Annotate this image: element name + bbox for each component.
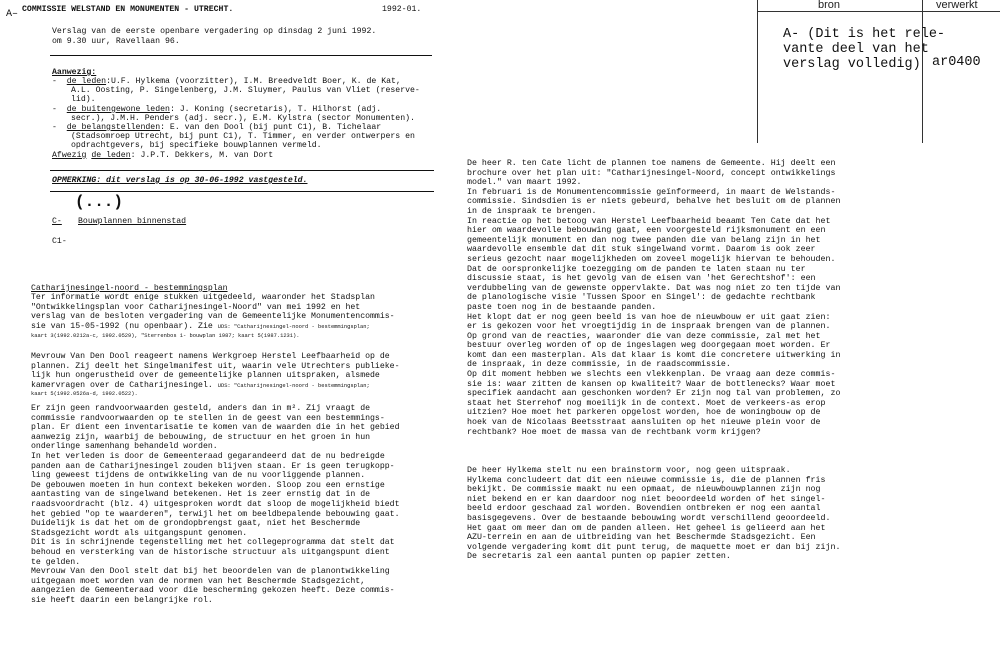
right-p2-line: De heer Hylkema stelt nu een brainstorm voor, nog geen uitspraak. xyxy=(467,466,791,475)
right-p1-line: model." van maart 1992. xyxy=(467,178,582,188)
right-p1-line: uitzien? Hoe moet het parkeren opgelost worden, hoe de woningbouw op de xyxy=(467,408,821,418)
stakeholders-label: de belangstellenden xyxy=(66,123,161,132)
members-line-3: lid). xyxy=(71,95,96,104)
left-p3-line: behoud en versterking van de historische structuur als uitgangspunt dient xyxy=(31,547,390,557)
left-p3-line: Mevrouw Van den Dool stelt dat bij het beoordelen van de planontwikkeling xyxy=(31,567,390,577)
table-note-line: vante deel van het xyxy=(783,42,929,57)
right-p1-line: Op grond van de reacties, waaronder die van deze commissie, zal met het xyxy=(467,331,821,341)
table-header-processed: verwerkt xyxy=(936,0,978,11)
right-p2-line: Hylkema concludeert dat dit een nieuwe commissie is, die de plannen fris xyxy=(467,475,826,485)
left-paragraph-1 xyxy=(31,293,395,340)
left-p3-line: In het verleden is door de Gemeenteraad gegarandeerd dat de nu bedreigde xyxy=(31,451,385,461)
right-p1-line: hoek van de Nicolaas Beetsstraat aansluiten op het nieuwe plein voor de xyxy=(467,418,821,428)
left-p1-line: "Ontwikkelingsplan voor Catharijnesingel-Noord" van mei 1992 en het xyxy=(31,302,361,312)
left-p3-line: aanwezig zijn, waarbij de bebouwing, de structuur en het groen in hun xyxy=(31,432,371,442)
absent-line xyxy=(52,151,273,161)
right-p1-line: specifiek aandacht aan geschonken worden? Er zijn nog tal van problemen, zo xyxy=(467,389,841,399)
right-p1-line: In februari is de Monumentencommissie geïnformeerd, in maart de Welstands- xyxy=(467,187,836,197)
topic-title: Catharijnesingel-noord - bestemmingsplan xyxy=(31,284,228,293)
stakeholders-line-1: - de belangstellenden: E. van den Dool (bij punt C1), B. Tichelaar xyxy=(52,123,382,132)
document-title: COMMISSIE WELSTAND EN MONUMENTEN - UTRECHT. xyxy=(22,5,234,14)
left-p1-line xyxy=(31,322,395,333)
left-p3-line: commissie randvoorwaarden op te stellen in de geest van een bestemmings- xyxy=(31,413,385,423)
stakeholders-line-3: opdrachtgevers, bij specifieke bouwplannen vermeld. xyxy=(71,141,322,150)
left-p3-line: sie heeft daarin een belangrijke rol. xyxy=(31,595,213,605)
right-p1-line: hier om waardevolle bebouwing gaat, een voorgesteld rijksmonument en een xyxy=(467,226,826,236)
right-paragraph-1 xyxy=(467,159,840,437)
members-line-1: - de leden:U.F. Hylkema (voorzitter), I.M. Breedveldt Boer, K. de Kat, xyxy=(52,77,401,86)
section-title: Bouwplannen binnenstad xyxy=(78,217,187,226)
left-p1-reference-1: UDS: "Catharijnesingel-noord - bestemmingsplan; xyxy=(217,323,370,330)
right-p1-line: komt dan een masterplan. Als dat klaar is komt die concretere uitwerking in xyxy=(467,350,841,360)
omission-marker: (...) xyxy=(75,193,124,211)
table-note xyxy=(783,27,945,72)
table-code: ar0400 xyxy=(932,55,981,70)
left-p1-reference-2: kaart 3(1992.0212a-c, 1992.0529), "Sterrenbos 1- bouwplan 1987; kaart 5(1987.1231). xyxy=(31,333,300,340)
left-p3-line: uitgegaan moet worden van de normen van het Beschermde Stadsgezicht, xyxy=(31,576,366,586)
right-p1-line: serieus gezocht naar mogelijkheden om zoveel mogelijk hiervan te behouden. xyxy=(467,254,836,264)
right-p1-line: rechtbank? Hoe moet de massa van de rechtbank vorm krijgen? xyxy=(467,427,761,437)
left-paragraph-2 xyxy=(31,352,400,398)
header-rule xyxy=(50,55,432,56)
right-p1-line: de inspraak, in deze commissie, in de raadscommissie. xyxy=(467,360,731,370)
table-note-line: A- (Dit is het rele- xyxy=(783,27,946,42)
remark: OPMERKING: dit verslag is op 30-06-1992 vastgesteld. xyxy=(52,176,308,185)
right-p1-line: Dat de oorspronkelijke toezegging om de panden te laten staan nu ter xyxy=(467,264,806,274)
right-p1-line: De heer R. ten Cate licht de plannen toe namens de Gemeente. Hij deelt een xyxy=(467,159,836,168)
left-p3-line: plan. Er dient een inventarisatie te komen van de waarden die in het gebied xyxy=(31,423,400,433)
right-p1-line: discussie staat, is het gevolg van de eisen van 'het Gerechtshof': een xyxy=(467,274,816,284)
members-text-1: :U.F. Hylkema (voorzitter), I.M. Breedveldt Boer, K. de Kat, xyxy=(106,77,401,86)
right-p2-line: beeld erdoor geschaad zal worden. Bovendien ontbreken er nog een aantal xyxy=(467,504,821,514)
right-p1-line: waardevolle ensemble dat dit stuk singelwand vormt. Daarom is ook zeer xyxy=(467,245,816,255)
left-p1-last: sie van 15-05-1992 (nu openbaar). Zie xyxy=(31,321,213,331)
right-p2-line: volgende vergadering komt dit punt terug, de maquette moet er dan bij zijn. xyxy=(467,542,841,552)
extra-members-label: de buitengewone leden xyxy=(66,105,170,114)
left-p1-line: verslag van de besloten vergadering van de Gemeentelijke Monumentencommis- xyxy=(31,312,395,322)
stakeholders-text-1: : E. van den Dool (bij punt C1), B. Tichelaar xyxy=(160,123,382,132)
left-p3-line: Dit is in schrijnende tegenstelling met het collegeprogramma dat stelt dat xyxy=(31,538,395,548)
document-number: 1992-01. xyxy=(382,5,422,14)
left-p3-line: Duidelijk is dat het om de grondopbrengst gaat, niet het Beschermde xyxy=(31,519,361,529)
remark-rule-top xyxy=(50,170,434,171)
right-p1-line: de planologische visie 'Tussen Spoor en Singel': de gedachte rechtbank xyxy=(467,293,816,303)
members-label: de leden xyxy=(66,77,107,86)
left-p2-line: plannen. Zij deelt het Singelmanifest uit, waarin vele Utrechters publieke- xyxy=(31,361,400,371)
right-p1-line: verdubbeling van de gewenste oppervlakte. Dat was nog niet zo ten tijde van xyxy=(467,283,841,293)
left-p3-line: onderlinge samenhang behandeld worden. xyxy=(31,442,218,452)
table-note-line: verslag volledig) xyxy=(783,57,921,72)
left-p3-line: panden aan de Catharijnesingel zouden blijven staan. Er is geen terugkopp- xyxy=(31,461,395,471)
table-header-source: bron xyxy=(818,0,841,11)
left-p3-line: De gebouwen moeten in hun context bekeken worden. Sloop zou een ernstige xyxy=(31,480,385,490)
left-p2-reference-2: kaart 5(1992.0526a-d, 1992.0522). xyxy=(31,391,138,398)
left-p2-last: kamervragen over de Catharijnesingel. xyxy=(31,380,213,390)
right-p2-line: Het gaat om meer dan om de panden alleen. Het geheel is gelieerd aan het xyxy=(467,523,826,533)
margin-marker: A– xyxy=(6,9,19,20)
right-p1-line: brochure over het plan uit: "Catharijnesingel-Noord, concept ontwikkelings xyxy=(467,168,836,178)
extra-members-line-2: secr.), J.M.H. Penders (adj. secr.), E.M. Kylstra (sector Monumenten). xyxy=(71,114,415,123)
right-p1-line: Het klopt dat er nog geen beeld is van hoe de nieuwbouw er uit gaat zien: xyxy=(467,312,831,322)
right-p1-line: gemeentelijk monument en dan nog twee panden die van belang zijn in het xyxy=(467,235,821,245)
left-p3-line: raadsvoordracht (blz. 4) uitgesproken wordt dat sloop de mogelijkheid biedt xyxy=(31,499,400,509)
right-p2-line: basisgegevens. Over de bestaande bebouwing wordt verschillend geoordeeld. xyxy=(467,513,831,523)
left-p2-line: Mevrouw Van Den Dool reageert namens Werkgroep Herstel Leefbaarheid op de xyxy=(31,352,390,361)
absent-text: : J.P.T. Dekkers, M. van Dort xyxy=(130,151,274,160)
attendance-heading: Aanwezig: xyxy=(52,68,97,77)
left-p3-line: Stadsgezicht wordt als uitgangspunt genomen. xyxy=(31,528,248,538)
right-p2-line: niet bekend en er kan daardoor nog niet beoordeeld worden of het singel- xyxy=(467,494,826,504)
right-p2-line: AZU-terrein en aan de uitbreiding van het Beschermde Stadsgezicht. Een xyxy=(467,533,816,543)
absent-label: Afwezig xyxy=(52,151,87,160)
table-left-border xyxy=(757,0,758,143)
left-p3-line: te gelden. xyxy=(31,557,81,567)
meeting-subtitle-line-1: Verslag van de eerste openbare vergadering op dinsdag 2 juni 1992. xyxy=(52,27,377,36)
left-p1-line: Ter informatie wordt enige stukken uitgedeeld, waaronder het Stadsplan xyxy=(31,293,375,302)
right-p1-line: commissie. Sindsdien is er niets gebeurd, behalve het besluit om de plannen xyxy=(467,197,841,207)
meeting-subtitle-line-2: om 9.30 uur, Ravellaan 96. xyxy=(52,37,180,46)
right-p1-line: bestuur overleg worden of op de ingeslagen weg doorgegaan moet worden. Er xyxy=(467,341,831,351)
stakeholders-line-2: (Stadsomroep Utrecht, bij punt C1), T. Timmer, en verder ontwerpers en xyxy=(71,132,415,141)
section-code xyxy=(52,217,62,227)
extra-members-line-1: - de buitengewone leden: J. Koning (secretaris), T. Hilhorst (adj. xyxy=(52,105,382,114)
left-p3-line: aantasting van de singelwand betekenen. Het is zeer ernstig dat in de xyxy=(31,490,371,500)
section-code-text: C- xyxy=(52,217,62,226)
left-p3-line: het gebied "op te waarderen", terwijl het om beeldbepalende bebouwing gaat. xyxy=(31,509,400,519)
right-p1-line: er is gekozen voor het vroegtijdig in de inspraak brengen van de plannen. xyxy=(467,322,831,332)
table-header-rule xyxy=(757,11,1000,12)
left-paragraph-3 xyxy=(31,404,400,605)
right-p1-line: in de inspraak te brengen. xyxy=(467,206,597,216)
right-p1-line: paste toen nog in de bestaande panden. xyxy=(467,302,657,312)
left-p2-line: lijk hun ongerustheid over de gemeentelijke plannen uitspraken, alsmede xyxy=(31,371,380,381)
left-p2-line xyxy=(31,381,400,392)
left-p2-reference-1: UDS: "Catharijnesingel-noord - bestemmingsplan; xyxy=(217,382,370,389)
right-paragraph-2 xyxy=(467,466,840,562)
right-p1-line: In reactie op het betoog van Herstel Leefbaarheid beaamt Ten Cate dat het xyxy=(467,216,831,226)
right-p1-line: staat het Sterrehof nog moeilijk in de context. Moet de verkeers-as erop xyxy=(467,398,826,408)
left-p3-line: aangezien de Gemeenteraad voor die bescherming gekozen heeft. Deze commis- xyxy=(31,586,395,596)
section-subcode: C1- xyxy=(52,237,67,246)
absent-members-label: de leden xyxy=(91,151,131,160)
members-line-2: A.L. Oosting, P. Singelenberg, J.M. Sluymer, Paulus van Vliet (reserve- xyxy=(71,86,420,95)
right-p1-line: Op dit moment hebben we slechts een vlekkenplan. De vraag aan deze commis- xyxy=(467,370,836,380)
right-p2-line: De secretaris zal een aantal punten op papier zetten. xyxy=(467,552,731,562)
right-p2-line: bekijkt. De commissie maakt nu een opmaat, de nieuwbouwplannen zijn nog xyxy=(467,485,821,495)
left-p3-line: ling geweest tijdens de ontwikkeling van de nu voorliggende plannen. xyxy=(31,471,366,481)
right-p1-line: sie is: waar zitten de kansen op kwaliteit? Waar de bottlenecks? Waar moet xyxy=(467,379,836,389)
left-p3-line: Er zijn geen randvoorwaarden gesteld, anders dan in m². Zij vraagt de xyxy=(31,404,371,413)
extra-members-text-1: : J. Koning (secretaris), T. Hilhorst (adj. xyxy=(169,105,382,114)
